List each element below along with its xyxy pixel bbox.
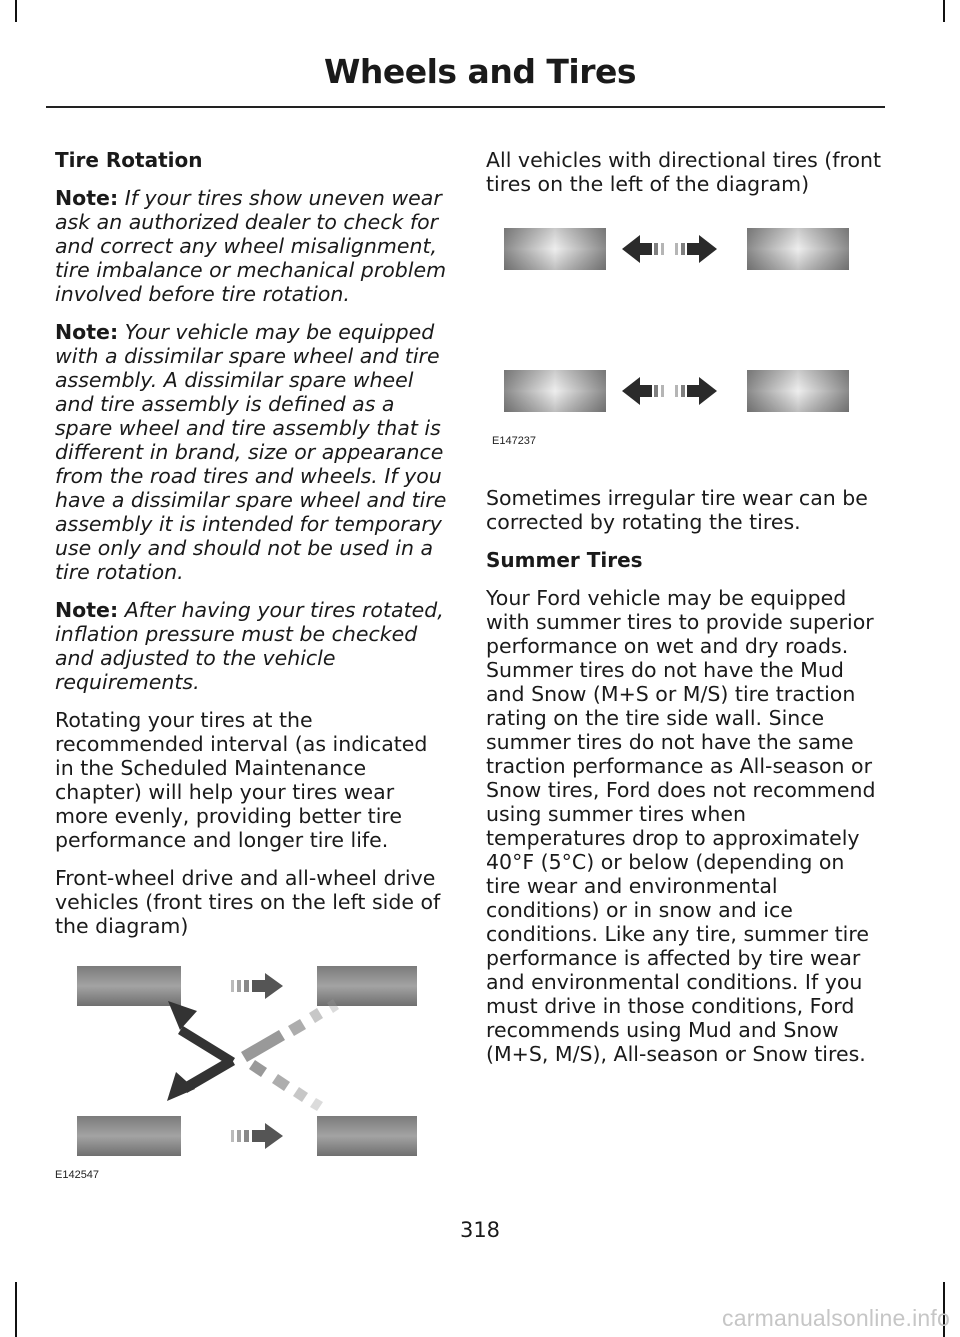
right-column <box>486 148 884 1080</box>
tire-front-left <box>504 228 606 270</box>
header-divider <box>46 106 885 108</box>
fwd-awd-rotation-diagram <box>55 956 450 1186</box>
note-dissimilar-spare <box>55 320 450 584</box>
tire-front-right <box>77 1116 181 1156</box>
faded-diagonal-up <box>241 999 339 1062</box>
left-column <box>55 148 450 1211</box>
arrow-top-right <box>231 973 283 999</box>
figure-directional-rotation <box>486 218 884 486</box>
directional-rotation-diagram <box>486 218 884 468</box>
section-heading-tire-rotation: Tire Rotation <box>55 148 203 172</box>
figure-id: E147237 <box>492 435 537 447</box>
tire-front-right <box>504 370 606 412</box>
paragraph-fwd-awd-caption: Front-wheel drive and all-wheel drive vehicles (front tires on the left side of the diagram) <box>55 866 441 938</box>
paragraph-rotation-interval: Rotating your tires at the recommended interval (as indicated in the Scheduled Maintenance chapter) will help your tires wear more evenly, providing better tire performance and longer tire life. <box>55 708 428 852</box>
double-arrow-bottom <box>622 377 717 405</box>
note-label: Note: <box>55 598 119 622</box>
crop-mark-top-right-v <box>943 0 945 22</box>
faded-diagonal-down <box>249 1060 323 1111</box>
watermark: carmanualsonline.info <box>722 1305 950 1331</box>
figure-fwd-awd-rotation <box>55 956 450 1211</box>
paragraph-summer-tires: Your Ford vehicle may be equipped with summer tires to provide superior performance on wet and dry roads. Summer tires do not have the Mud and Snow (M+S or M/S) tire traction rating on the tire side wall. Since summer tires do not have the same traction performance as All-season or Snow tires, Ford does not recommend using summer tires when temperatures drop to approximately 40°F (5°C) or below (depending on tire wear and environmental conditions) or in snow and ice conditions. Like any tire, summer tire performance is affected by tire wear and environmental conditions. If you must drive in those conditions, Ford recommends using Mud and Snow (M+S, M/S), All-season or Snow tires. <box>486 586 876 1066</box>
paragraph-directional-caption: All vehicles with directional tires (front tires on the left of the diagram) <box>486 148 882 196</box>
arrow-bottom-right <box>231 1123 283 1149</box>
double-arrow-top <box>622 235 717 263</box>
section-heading-summer-tires: Summer Tires <box>486 548 643 572</box>
tire-front-left <box>77 966 181 1006</box>
note-inflation-pressure <box>55 598 450 694</box>
paragraph-irregular-wear: Sometimes irregular tire wear can be corrected by rotating the tires. <box>486 486 868 534</box>
note-uneven-wear <box>55 186 450 306</box>
arrow-diagonal-to-front-right <box>167 1056 235 1101</box>
crop-mark-bottom-left-v <box>15 1282 17 1337</box>
figure-id: E142547 <box>55 1169 100 1181</box>
note-text: Your vehicle may be equipped with a dissimilar spare wheel and tire assembly. A dissimilar spare wheel and tire assembly is defined as a spare wheel and tire assembly that is different in brand, size or appearance from the road tires and wheels. If you have a dissimilar spare wheel and tire assembly it is intended for temporary use only and should not be used in a tire rotation. <box>55 320 447 584</box>
page-title: Wheels and Tires <box>323 52 637 91</box>
tire-rear-right <box>317 1116 417 1156</box>
tire-rear-left <box>747 228 849 270</box>
crop-mark-top-left-v <box>15 0 17 22</box>
arrow-diagonal-to-front-left <box>168 1001 235 1066</box>
note-label: Note: <box>55 186 119 210</box>
note-text: After having your tires rotated, inflation pressure must be checked and adjusted to the vehicle requirements. <box>55 598 444 694</box>
note-label: Note: <box>55 320 119 344</box>
page-number: 318 <box>459 1218 501 1242</box>
tire-rear-right <box>747 370 849 412</box>
note-text: If your tires show uneven wear ask an authorized dealer to check for and correct any wheel misalignment, tire imbalance or mechanical problem involved before tire rotation. <box>55 186 447 306</box>
